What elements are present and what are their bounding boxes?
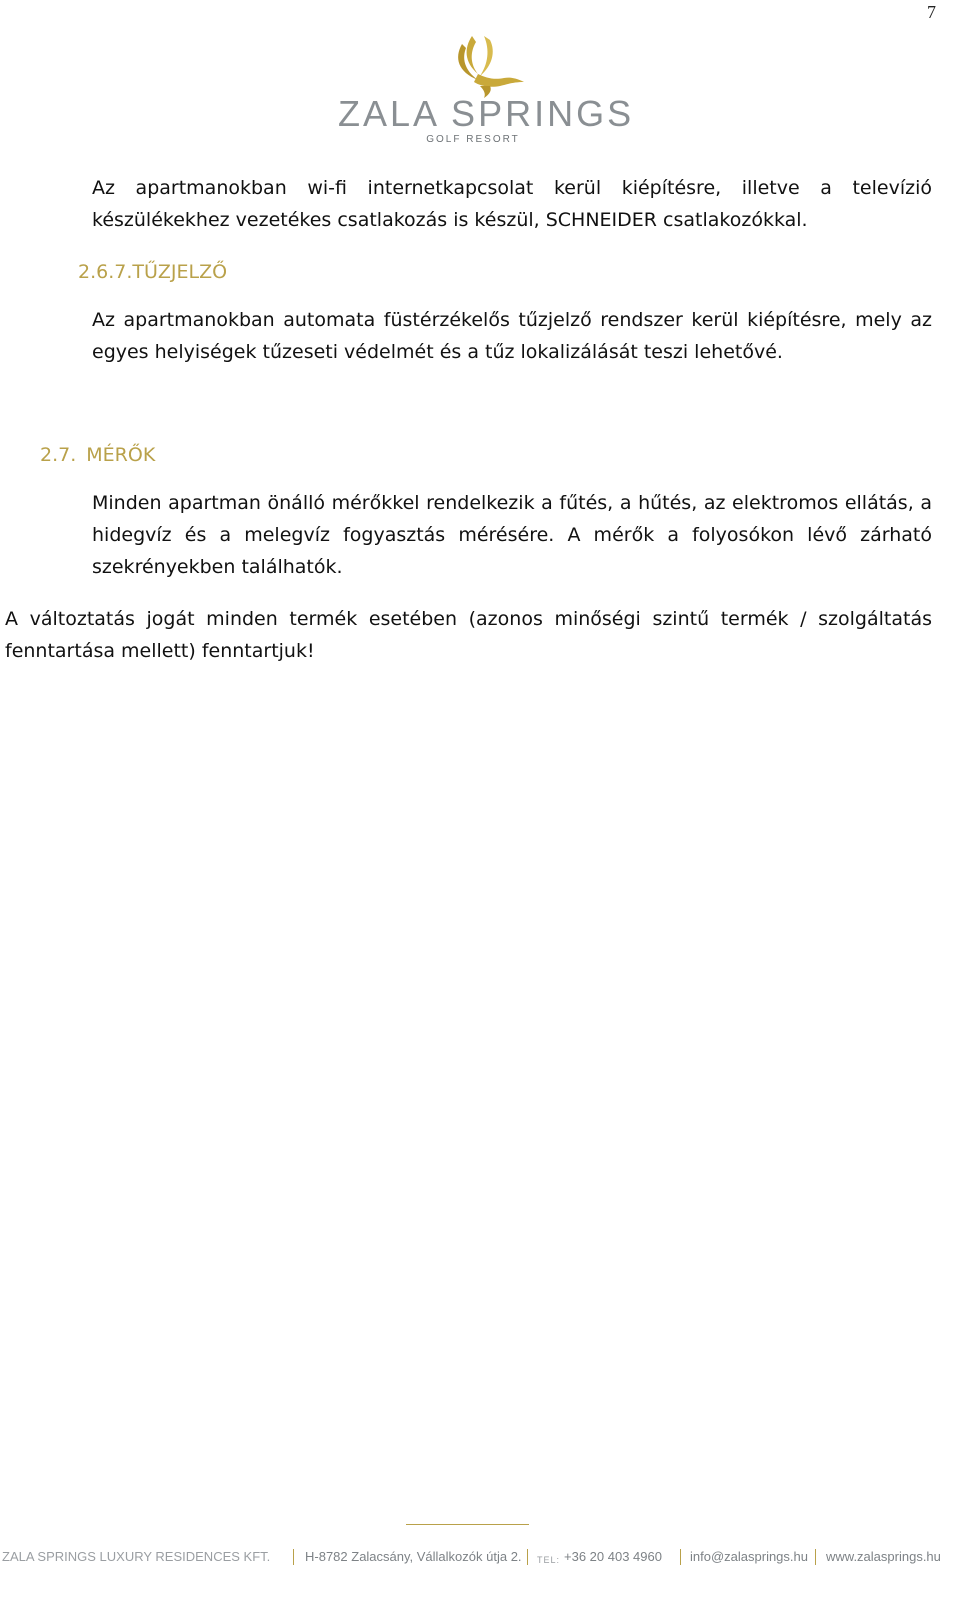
logo-brand-text: ZALA SPRINGS — [338, 93, 635, 134]
section-title: MÉRŐK — [86, 444, 156, 466]
section-heading-meters — [40, 443, 155, 467]
logo-subtitle: GOLF RESORT — [426, 134, 520, 145]
footer-separator — [680, 1549, 681, 1565]
page-number: 7 — [927, 2, 936, 22]
intro-paragraph: Az apartmanokban wi-fi internetkapcsolat kerül kiépítésre, illetve a televízió készülékekhez vezetékes csatlakozás is készül, SCHNEIDER csatlakozókkal. — [92, 177, 932, 231]
section-number: 2.7. — [40, 444, 77, 466]
disclaimer-paragraph: A változtatás jogát minden termék esetében (azonos minőségi szintű termék / szolgáltatás fenntartása mellett) fenntartjuk! — [5, 608, 932, 662]
footer-phone: +36 20 403 4960 — [564, 1549, 662, 1564]
footer — [0, 1548, 960, 1570]
footer-email[interactable]: info@zalasprings.hu — [690, 1549, 808, 1564]
zala-springs-logo — [338, 34, 635, 146]
footer-company: ZALA SPRINGS LUXURY RESIDENCES KFT. — [2, 1549, 271, 1564]
footer-separator — [527, 1549, 528, 1565]
footer-divider — [406, 1524, 529, 1525]
footer-separator — [815, 1549, 816, 1565]
section-heading-fire-alarm — [78, 260, 227, 284]
golden-bird-icon — [434, 34, 530, 98]
footer-separator — [293, 1549, 294, 1565]
footer-website[interactable]: www.zalasprings.hu — [826, 1549, 941, 1564]
footer-address: H-8782 Zalacsány, Vállalkozók útja 2. — [305, 1549, 522, 1564]
meters-paragraph: Minden apartman önálló mérőkkel rendelkezik a fűtés, a hűtés, az elektromos ellátás, a hidegvíz és a melegvíz fogyasztás mérésére. A mérők a folyosókon lévő zárható szekrényekben találhatók. — [92, 492, 932, 578]
footer-tel-label: TEL: — [537, 1555, 561, 1565]
section-number: 2.6.7. — [78, 261, 133, 283]
section-title: TŰZJELZŐ — [132, 261, 228, 283]
fire-alarm-paragraph: Az apartmanokban automata füstérzékelős tűzjelző rendszer kerül kiépítésre, mely az egyes helyiségek tűzeseti védelmét és a tűz lokalizálását teszi lehetővé. — [92, 309, 932, 363]
